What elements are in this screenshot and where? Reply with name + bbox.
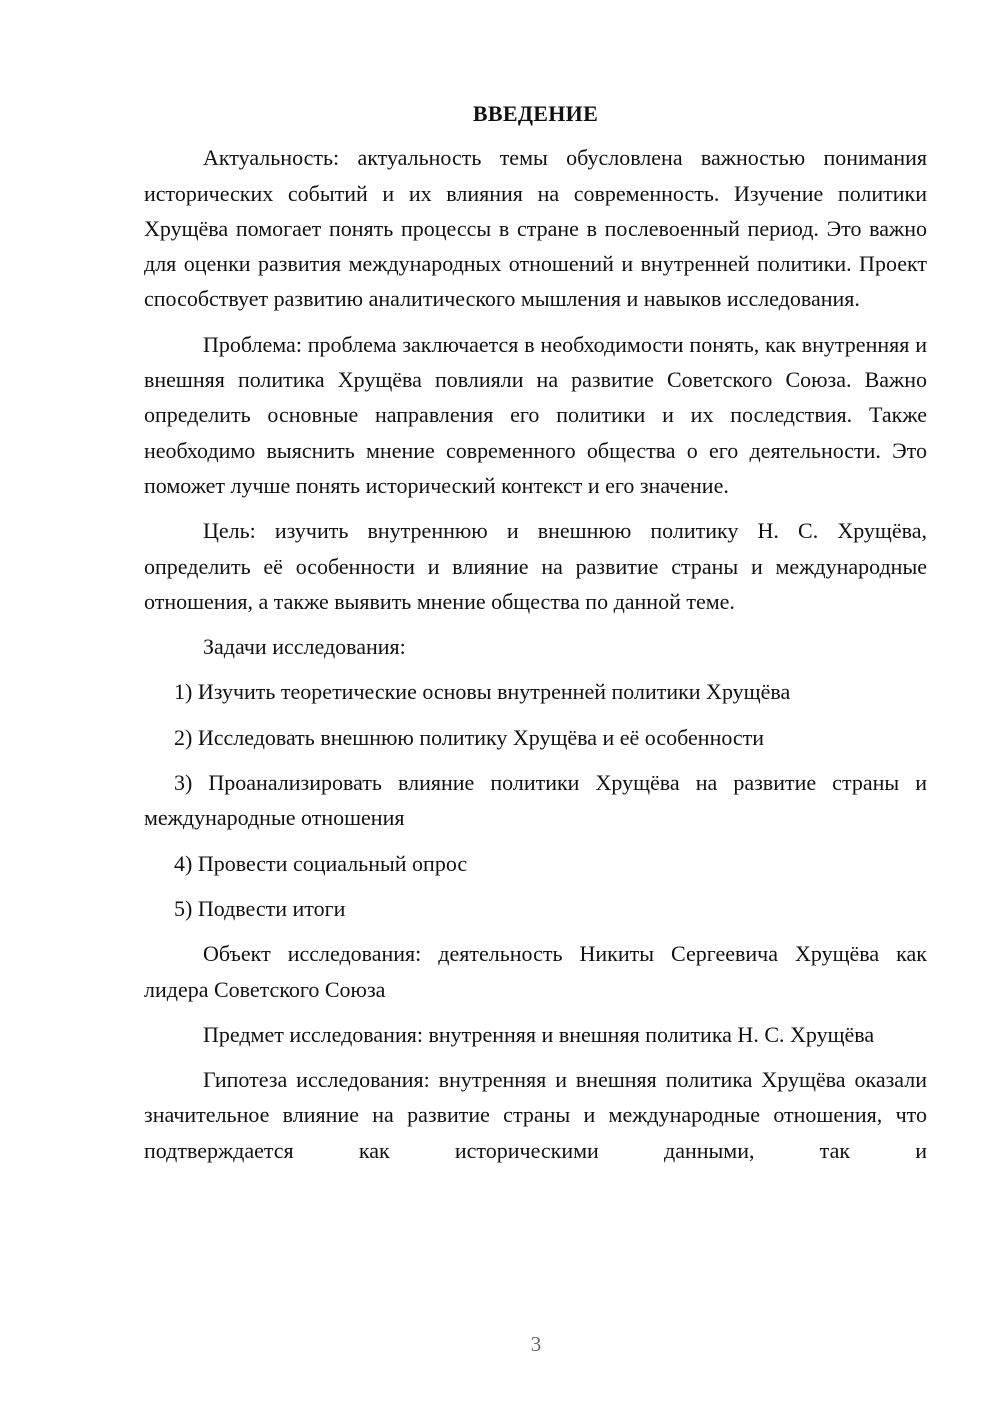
task-item-5: 5) Подвести итоги: [174, 895, 346, 921]
tasks-heading: Задачи исследования:: [203, 634, 406, 660]
object-paragraph: Объект исследования: деятельность Никиты Сергеевича Хрущёва как лидера Советского Союза: [144, 941, 927, 1002]
task-item-4: 4) Провести социальный опрос: [174, 850, 468, 876]
task-item-3: 3) Проанализировать влияние политики Хрущёва на развитие страны и международные отношения: [144, 770, 927, 831]
problem-paragraph: Проблема: проблема заключается в необходимости понять, как внутренняя и внешняя политика Хрущёва повлияли на развитие Советского Союза. Важно определить основные направления его политики и их последствия. Также необходимо выяснить мнение современного общества о его деятельности. Это поможет лучше понять исторический контекст и его значение.: [144, 331, 927, 498]
document-page: [144, 96, 927, 1178]
task-item-2: 2) Исследовать внешнюю политику Хрущёва и её особенности: [174, 724, 765, 750]
section-title: ВВЕДЕНИЕ: [472, 101, 599, 126]
relevance-paragraph: Актуальность: актуальность темы обусловлена важностью понимания исторических событий и их влияния на современность. Изучение политики Хрущёва помогает понять процессы в стране в послевоенный период. Это важно для оценки развития международных отношений и внутренней политики. Проект способствует развитию аналитического мышления и навыков исследования.: [144, 145, 927, 312]
goal-paragraph: Цель: изучить внутреннюю и внешнюю политику Н. С. Хрущёва, определить её особенности и влияние на развитие страны и международные отношения, а также выявить мнение общества по данной теме.: [144, 518, 927, 614]
task-item-1: 1) Изучить теоретические основы внутренней политики Хрущёва: [174, 679, 791, 705]
subject-paragraph: Предмет исследования: внутренняя и внешняя политика Н. С. Хрущёва: [203, 1021, 875, 1047]
page-number: 3: [530, 1332, 542, 1356]
hypothesis-paragraph: Гипотеза исследования: внутренняя и внешняя политика Хрущёва оказали значительное влияние на развитие страны и международные отношения, что подтверждается как историческими данными, так и: [144, 1067, 927, 1163]
